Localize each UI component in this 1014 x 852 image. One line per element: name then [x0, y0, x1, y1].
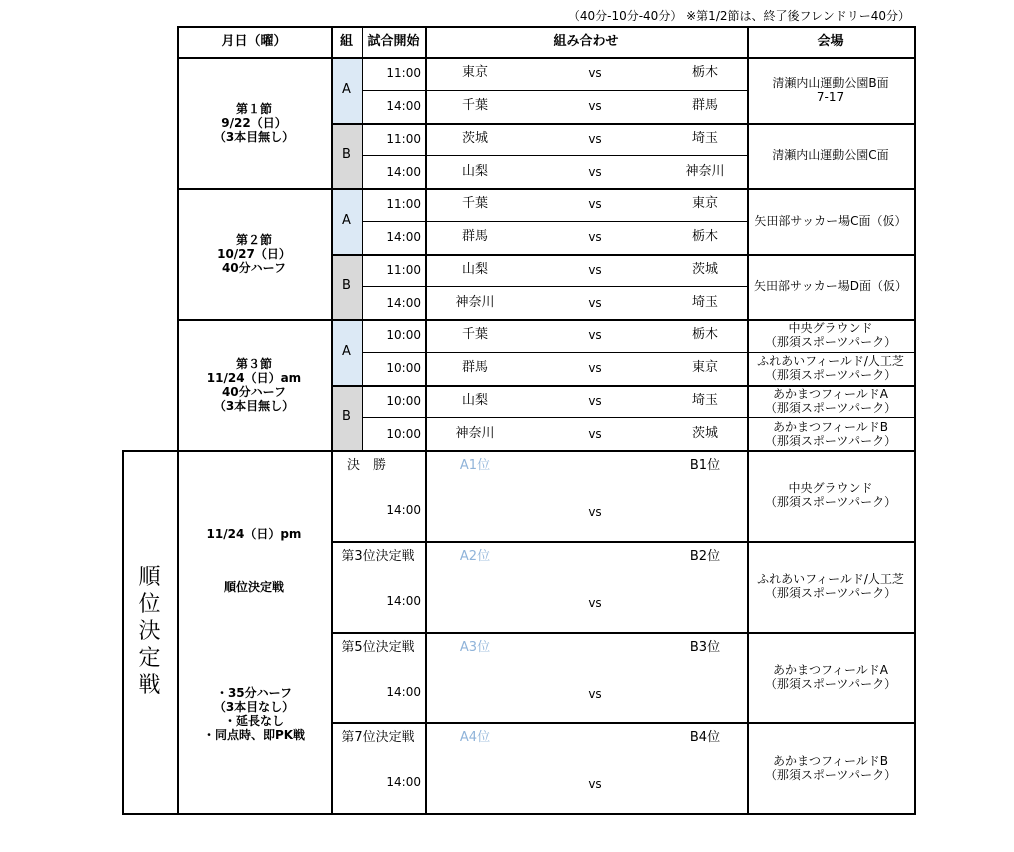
grid-line [177, 57, 915, 59]
grid-line [177, 188, 915, 190]
away-team: 茨城 [691, 261, 718, 277]
kickoff-time: 14:00 [386, 684, 421, 699]
grid-line [362, 286, 747, 287]
kickoff-time: 10:00 [386, 393, 421, 408]
venue-cell [747, 722, 914, 813]
away-team: 群馬 [691, 98, 718, 114]
kickoff-time: 11:00 [386, 262, 421, 277]
placement-game-name: 第3位決定戦 [341, 548, 415, 564]
venue-cell [747, 319, 914, 352]
venue-cell-line: 矢田部サッカー場C面（仮） [754, 213, 907, 228]
vs-label: vs [588, 164, 602, 179]
playoff-side-label [122, 450, 177, 813]
round-info-line: （3本目無し） [213, 129, 295, 144]
grid-line [331, 123, 915, 125]
home-team: 神奈川 [455, 425, 495, 441]
vs-label: vs [588, 66, 602, 81]
away-team: 栃木 [691, 229, 718, 245]
seed-home: A2位 [459, 548, 491, 564]
home-team: 千葉 [461, 327, 488, 343]
grid-line [914, 26, 916, 815]
venue-cell-line: 清瀬内山運動公園B面 [772, 75, 889, 90]
grid-line [122, 813, 915, 815]
away-team: 埼玉 [691, 294, 718, 310]
schedule-note: （40分-10分-40分） ※第1/2節は、終了後フレンドリー40分） [567, 9, 910, 23]
group-label: A [342, 81, 351, 97]
seed-away: B2位 [689, 548, 721, 564]
venue-cell [747, 417, 914, 450]
venue-cell-line: 7-17 [816, 89, 845, 104]
round-info-line: 11/24（日）am [206, 370, 302, 385]
header-matchup: 組み合わせ [553, 33, 619, 49]
group-label: B [342, 278, 351, 294]
round-info-line: （3本目無し） [213, 398, 295, 413]
seed-away: B4位 [689, 730, 721, 746]
grid-line [362, 221, 747, 222]
vs-label: vs [588, 328, 602, 343]
grid-line [177, 26, 915, 28]
grid-line [331, 541, 915, 543]
away-team: 茨城 [691, 425, 718, 441]
placement-game-name: 決 勝 [347, 458, 387, 473]
grid-line [331, 722, 915, 724]
vs-label: vs [588, 230, 602, 245]
playoff-rules-line: ・35分ハーフ [215, 686, 293, 700]
home-team: 神奈川 [455, 294, 495, 310]
grid-line [331, 26, 333, 815]
round-info-line: 第２節 [235, 232, 272, 247]
grid-line [747, 417, 915, 418]
venue-cell [747, 123, 914, 189]
vs-label: vs [588, 262, 602, 277]
away-team: 埼玉 [691, 130, 718, 146]
seed-home: A1位 [459, 458, 491, 473]
grid-line [362, 90, 747, 91]
group-label: A [342, 212, 351, 228]
away-team: 東京 [691, 360, 718, 376]
venue-cell-line: あかまつフィールドA [772, 386, 888, 401]
round-info [177, 57, 331, 188]
venue-cell-line: （那須スポーツパーク） [764, 433, 897, 448]
seed-home: A4位 [459, 730, 491, 746]
kickoff-time: 11:00 [386, 197, 421, 212]
header-venue: 会場 [817, 33, 844, 49]
away-team: 埼玉 [691, 392, 718, 408]
vs-label: vs [588, 777, 602, 792]
kickoff-time: 14:00 [386, 230, 421, 245]
side-label-char: 戦 [138, 673, 161, 698]
round-info-line: 第３節 [235, 356, 272, 371]
home-team: 茨城 [461, 130, 488, 146]
kickoff-time: 10:00 [386, 328, 421, 343]
round-info [177, 319, 331, 450]
kickoff-time: 11:00 [386, 66, 421, 81]
venue-cell [747, 541, 914, 632]
header-start-time: 試合開始 [367, 33, 420, 49]
grid-line [362, 26, 363, 450]
venue-cell-line: （那須スポーツパーク） [764, 495, 897, 510]
venue-cell-line: ふれあいフィールド/人工芝 [757, 354, 904, 369]
grid-line [425, 26, 427, 815]
away-team: 東京 [691, 196, 718, 212]
grid-line [177, 319, 915, 321]
group-label: A [342, 343, 351, 359]
side-label-char: 定 [138, 646, 161, 671]
venue-cell [747, 254, 914, 320]
playoff-rules-line: ・同点時、即PK戦 [202, 728, 306, 742]
side-label-char: 順 [138, 565, 161, 590]
group-label: B [342, 409, 351, 425]
round-info [177, 188, 331, 319]
placement-game-name: 第5位決定戦 [341, 639, 415, 655]
side-label-char: 位 [138, 592, 161, 617]
grid-line [331, 632, 915, 634]
round-info-line: 第１節 [235, 101, 272, 116]
round-info-line: 40分ハーフ [221, 260, 287, 275]
grid-line [747, 26, 749, 815]
kickoff-time: 14:00 [386, 99, 421, 114]
venue-cell-line: （那須スポーツパーク） [764, 676, 897, 691]
vs-label: vs [588, 595, 602, 610]
round-info-line: 10/27（日） [217, 246, 291, 261]
venue-cell [747, 352, 914, 385]
venue-cell-line: （那須スポーツパーク） [764, 400, 897, 415]
venue-cell-line: （那須スポーツパーク） [764, 586, 897, 601]
venue-cell-line: 中央グラウンド [788, 321, 873, 336]
kickoff-time: 11:00 [386, 131, 421, 146]
vs-label: vs [588, 131, 602, 146]
vs-label: vs [588, 295, 602, 310]
grid-line [362, 155, 747, 156]
grid-line [362, 417, 747, 418]
header-group: 組 [339, 33, 353, 49]
round-info-line: 9/22（日） [221, 115, 287, 130]
venue-cell-line: ふれあいフィールド/人工芝 [757, 572, 904, 587]
vs-label: vs [588, 393, 602, 408]
away-team: 栃木 [691, 327, 718, 343]
grid-line [122, 450, 124, 815]
grid-line [331, 385, 915, 387]
venue-cell [747, 385, 914, 418]
grid-line [177, 26, 179, 815]
grid-line [122, 450, 915, 452]
kickoff-time: 14:00 [386, 775, 421, 790]
kickoff-time: 14:00 [386, 593, 421, 608]
kickoff-time: 14:00 [386, 295, 421, 310]
away-team: 神奈川 [685, 163, 725, 179]
kickoff-time: 10:00 [386, 361, 421, 376]
vs-label: vs [588, 426, 602, 441]
home-team: 山梨 [461, 261, 488, 277]
grid-line [747, 352, 915, 353]
round-info-line: 40分ハーフ [221, 384, 287, 399]
venue-cell-line: あかまつフィールドA [772, 662, 888, 677]
home-team: 千葉 [461, 98, 488, 114]
placement-game-name: 第7位決定戦 [341, 730, 415, 746]
home-team: 群馬 [461, 360, 488, 376]
playoff-rules [177, 683, 331, 745]
venue-cell [747, 450, 914, 541]
seed-away: B3位 [689, 639, 721, 655]
kickoff-time: 14:00 [386, 503, 421, 517]
grid-line [331, 254, 915, 256]
vs-label: vs [588, 197, 602, 212]
vs-label: vs [588, 686, 602, 701]
venue-cell [747, 632, 914, 723]
away-team: 栃木 [691, 65, 718, 81]
home-team: 山梨 [461, 163, 488, 179]
group-label: B [342, 147, 351, 163]
vs-label: vs [588, 505, 602, 519]
home-team: 群馬 [461, 229, 488, 245]
venue-cell-line: （那須スポーツパーク） [764, 335, 897, 350]
home-team: 山梨 [461, 392, 488, 408]
venue-cell-line: （那須スポーツパーク） [764, 767, 897, 782]
grid-line [362, 352, 747, 353]
playoff-title: 順位決定戦 [223, 580, 284, 594]
home-team: 東京 [461, 65, 488, 81]
venue-cell-line: （那須スポーツパーク） [764, 368, 897, 383]
vs-label: vs [588, 99, 602, 114]
kickoff-time: 14:00 [386, 164, 421, 179]
venue-cell [747, 188, 914, 254]
playoff-date: 11/24（日）pm [206, 527, 302, 541]
seed-home: A3位 [459, 639, 491, 655]
header-date: 月日（曜） [221, 33, 287, 49]
side-label-char: 決 [138, 619, 161, 644]
home-team: 千葉 [461, 196, 488, 212]
venue-cell-line: 中央グラウンド [788, 481, 873, 496]
venue-cell-line: 清瀬内山運動公園C面 [772, 148, 889, 163]
venue-cell-line: 矢田部サッカー場D面（仮） [753, 279, 907, 294]
vs-label: vs [588, 361, 602, 376]
seed-away: B1位 [689, 458, 721, 473]
playoff-rules-line: ・延長なし [223, 714, 284, 728]
playoff-rules-line: （3本目なし） [213, 700, 295, 714]
kickoff-time: 10:00 [386, 426, 421, 441]
venue-cell-line: あかまつフィールドB [772, 419, 889, 434]
venue-cell [747, 57, 914, 123]
venue-cell-line: あかまつフィールドB [772, 753, 889, 768]
